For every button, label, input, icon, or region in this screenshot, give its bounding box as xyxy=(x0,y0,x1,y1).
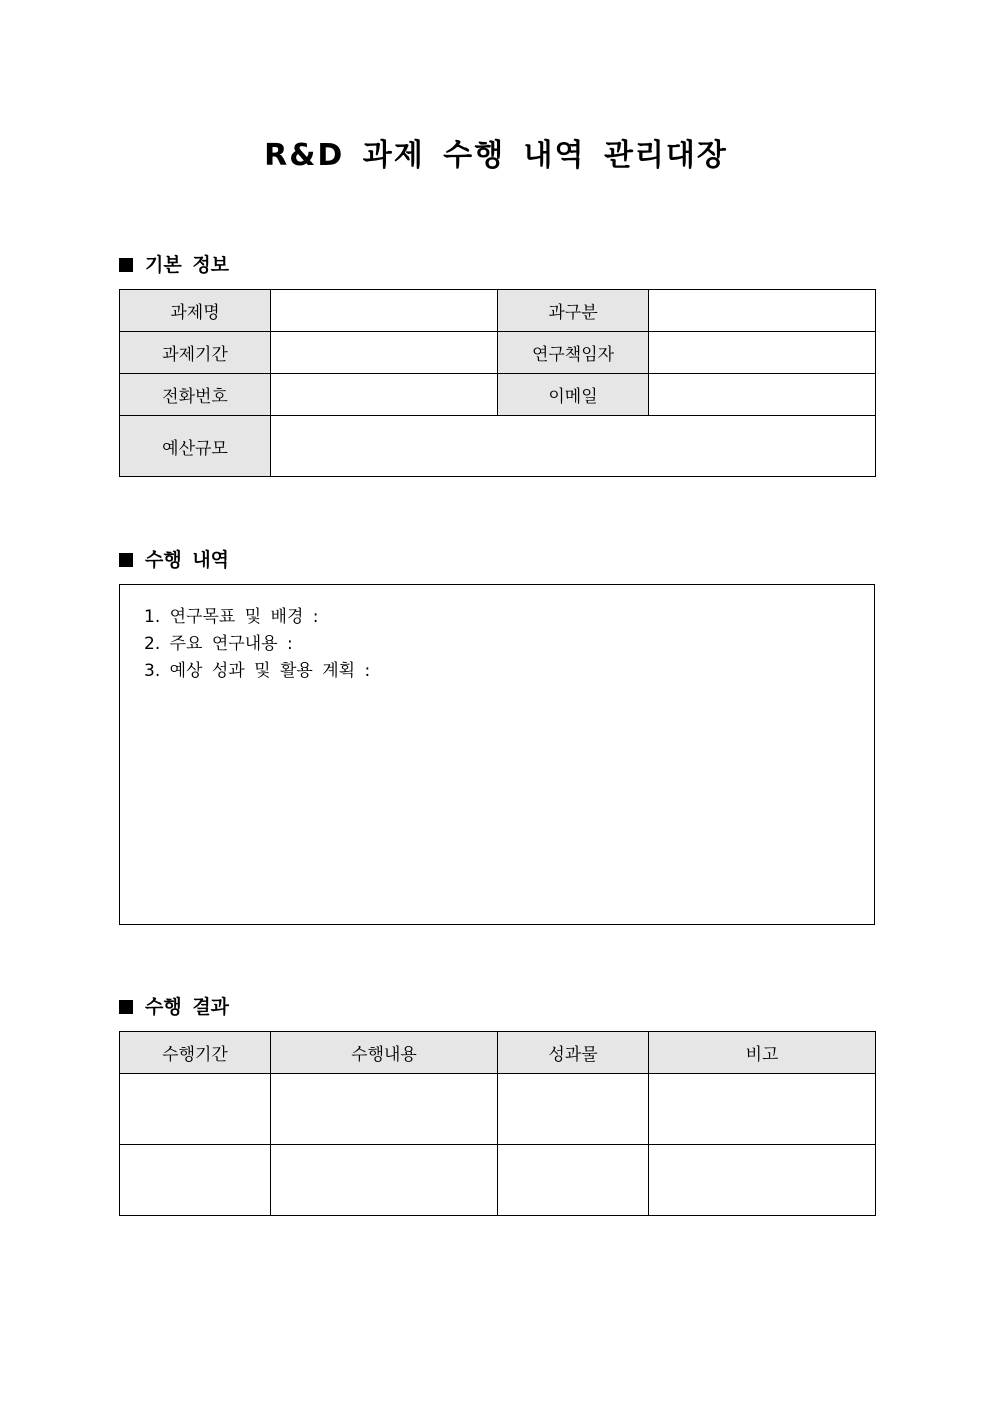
list-item: 2. 주요 연구내용 : xyxy=(144,634,293,654)
researcher-field[interactable] xyxy=(649,332,876,374)
deliverable-cell[interactable] xyxy=(498,1145,649,1216)
column-header-remarks: 비고 xyxy=(649,1032,876,1074)
period-field[interactable] xyxy=(271,332,498,374)
performance-list xyxy=(120,585,874,685)
list-item: 1. 연구목표 및 배경 : xyxy=(144,607,319,627)
column-header-period: 수행기간 xyxy=(120,1032,271,1074)
basic-info-table xyxy=(119,289,876,477)
table-row xyxy=(120,416,876,477)
category-field[interactable] xyxy=(649,290,876,332)
remarks-cell[interactable] xyxy=(649,1145,876,1216)
column-header-content: 수행내용 xyxy=(271,1032,498,1074)
phone-field[interactable] xyxy=(271,374,498,416)
period-cell[interactable] xyxy=(120,1145,271,1216)
deliverable-cell[interactable] xyxy=(498,1074,649,1145)
results-heading-text: 수행 결과 xyxy=(145,996,230,1018)
phone-label: 전화번호 xyxy=(120,374,271,416)
table-row xyxy=(120,1145,876,1216)
basic-info-heading-text: 기본 정보 xyxy=(145,254,230,276)
list-item: 3. 예상 성과 및 활용 계획 : xyxy=(144,661,371,681)
table-row xyxy=(120,290,876,332)
table-row xyxy=(120,332,876,374)
budget-label: 예산규모 xyxy=(120,416,271,477)
black-square-icon xyxy=(119,553,133,567)
column-header-deliverable: 성과물 xyxy=(498,1032,649,1074)
table-header-row xyxy=(120,1032,876,1074)
project-name-field[interactable] xyxy=(271,290,498,332)
table-row xyxy=(120,1074,876,1145)
researcher-label: 연구책임자 xyxy=(498,332,649,374)
email-label: 이메일 xyxy=(498,374,649,416)
document-title: R&D 과제 수행 내역 관리대장 xyxy=(264,138,728,173)
period-label: 과제기간 xyxy=(120,332,271,374)
results-table xyxy=(119,1031,876,1216)
black-square-icon xyxy=(119,258,133,272)
content-cell[interactable] xyxy=(271,1074,498,1145)
basic-info-heading xyxy=(119,253,229,277)
results-heading xyxy=(119,995,229,1019)
performance-content-box[interactable] xyxy=(119,584,875,925)
remarks-cell[interactable] xyxy=(649,1074,876,1145)
project-name-label: 과제명 xyxy=(120,290,271,332)
budget-field[interactable] xyxy=(271,416,876,477)
content-cell[interactable] xyxy=(271,1145,498,1216)
black-square-icon xyxy=(119,1000,133,1014)
email-field[interactable] xyxy=(649,374,876,416)
category-label: 과구분 xyxy=(498,290,649,332)
performance-heading xyxy=(119,548,229,572)
performance-heading-text: 수행 내역 xyxy=(145,549,230,571)
table-row xyxy=(120,374,876,416)
period-cell[interactable] xyxy=(120,1074,271,1145)
